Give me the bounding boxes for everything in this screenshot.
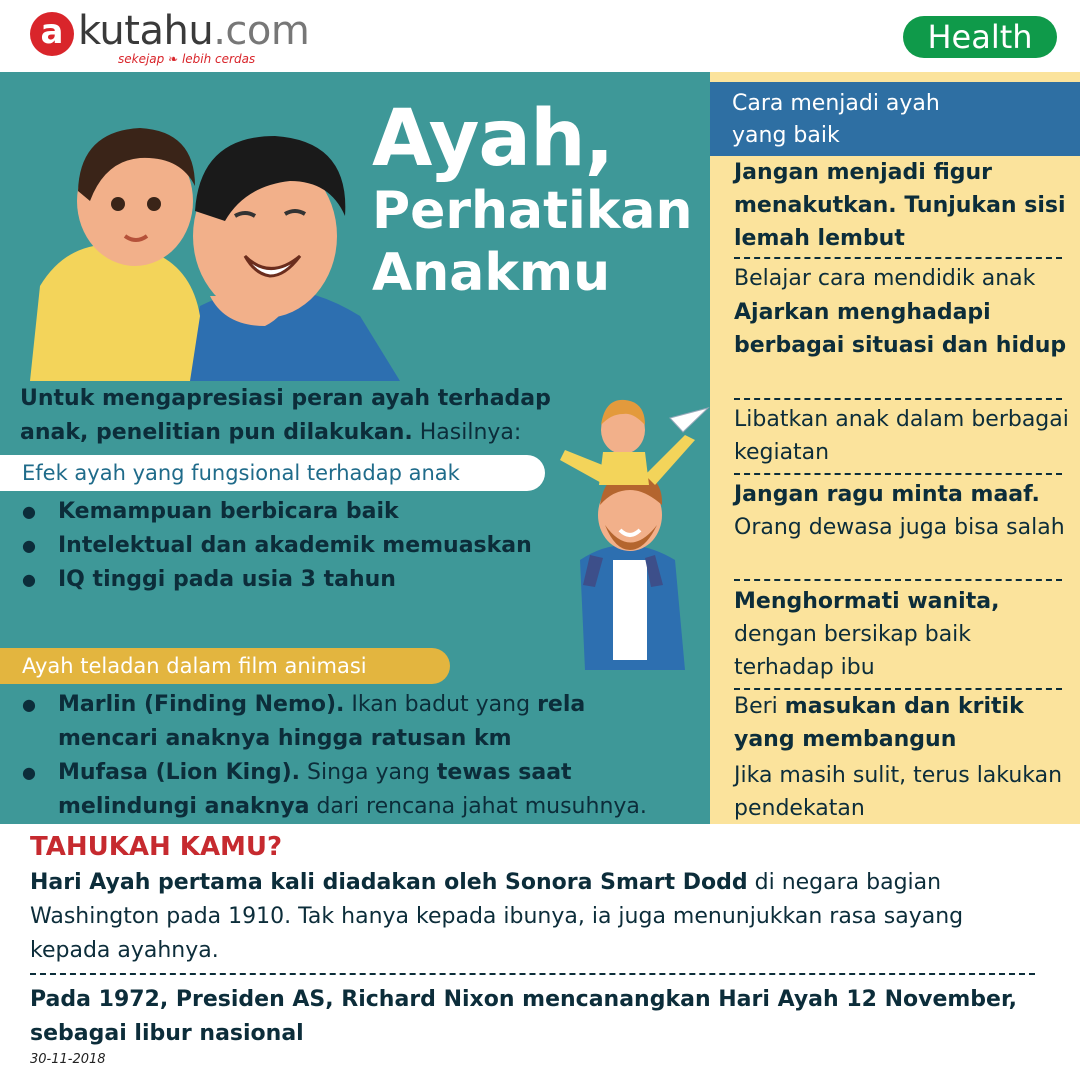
tips-heading-bar	[710, 82, 1080, 156]
father-hugging-child-illustration	[30, 86, 410, 381]
category-badge: Health	[903, 16, 1057, 58]
tip-6-normal: Jika masih sulit, terus lakukan pendekatan	[734, 763, 1063, 821]
intro-normal: Hasilnya:	[412, 420, 522, 445]
list-item: ● Intelektual dan akademik memuaskan	[22, 529, 542, 563]
list-item: ● Kemampuan berbicara baik	[22, 495, 542, 529]
page-title	[372, 94, 693, 303]
header	[0, 0, 1080, 72]
divider	[734, 257, 1062, 259]
tip-4-bold: Jangan ragu minta maaf.	[734, 482, 1040, 507]
list-item: ● IQ tinggi pada usia 3 tahun	[22, 563, 542, 597]
title-line-1: Ayah,	[372, 94, 614, 184]
divider	[734, 473, 1062, 475]
tip-5-bold: Menghormati wanita,	[734, 589, 1000, 614]
title-line-3: Anakmu	[372, 243, 611, 303]
tip-2-bold: Ajarkan menghadapi berbagai situasi dan hidup	[734, 300, 1067, 358]
films-list	[22, 688, 692, 824]
title-line-2: Perhatikan	[372, 181, 693, 241]
tip-4-normal: Orang dewasa juga bisa salah	[734, 515, 1065, 540]
effects-heading: Efek ayah yang fungsional terhadap anak	[0, 455, 545, 491]
list-item: ● Marlin (Finding Nemo). Ikan badut yang rela mencari anaknya hingga ratusan km	[22, 688, 692, 756]
child-on-shoulders-illustration	[545, 390, 710, 670]
tip-1: Jangan menjadi figur menakutkan. Tunjukan sisi lemah lembut	[734, 160, 1066, 251]
films-heading: Ayah teladan dalam film animasi	[0, 648, 450, 684]
fact-paragraph-1: Hari Ayah pertama kali diadakan oleh Sonora Smart Dodd di negara bagian Washington pada 1910. Tak hanya kepada ibunya, ia juga menunjukkan rasa sayang kepada ayahnya.	[30, 870, 964, 963]
tip-2-normal: Belajar cara mendidik anak	[734, 266, 1036, 291]
tip-3: Libatkan anak dalam berbagai kegiatan	[734, 407, 1069, 465]
divider	[30, 973, 1035, 975]
logo-mark: a	[30, 12, 74, 56]
fact-paragraph-2: Pada 1972, Presiden AS, Richard Nixon mencanangkan Hari Ayah 12 November, sebagai libur nasional	[30, 987, 1017, 1046]
effects-list	[22, 495, 542, 597]
divider	[734, 398, 1062, 400]
fact-heading: TAHUKAH KAMU?	[30, 832, 283, 862]
intro-bold: Untuk mengapresiasi peran ayah terhadap anak, penelitian pun dilakukan.	[20, 386, 551, 445]
tip-5-normal: dengan bersikap baik terhadap ibu	[734, 622, 972, 680]
list-item: ● Mufasa (Lion King). Singa yang tewas saat melindungi anaknya dari rencana jahat musuhnya.	[22, 756, 692, 824]
publish-date: 30-11-2018	[30, 1052, 106, 1067]
intro-text	[20, 382, 580, 450]
tip-6: Beri masukan dan kritik yang membangun	[734, 694, 1024, 752]
logo-tagline: sekejap ❧ lebih cerdas	[118, 52, 256, 66]
divider	[734, 579, 1062, 581]
logo-wordmark: kutahu.com	[78, 8, 310, 54]
tips-heading: Cara menjadi ayah yang baik	[732, 91, 940, 148]
